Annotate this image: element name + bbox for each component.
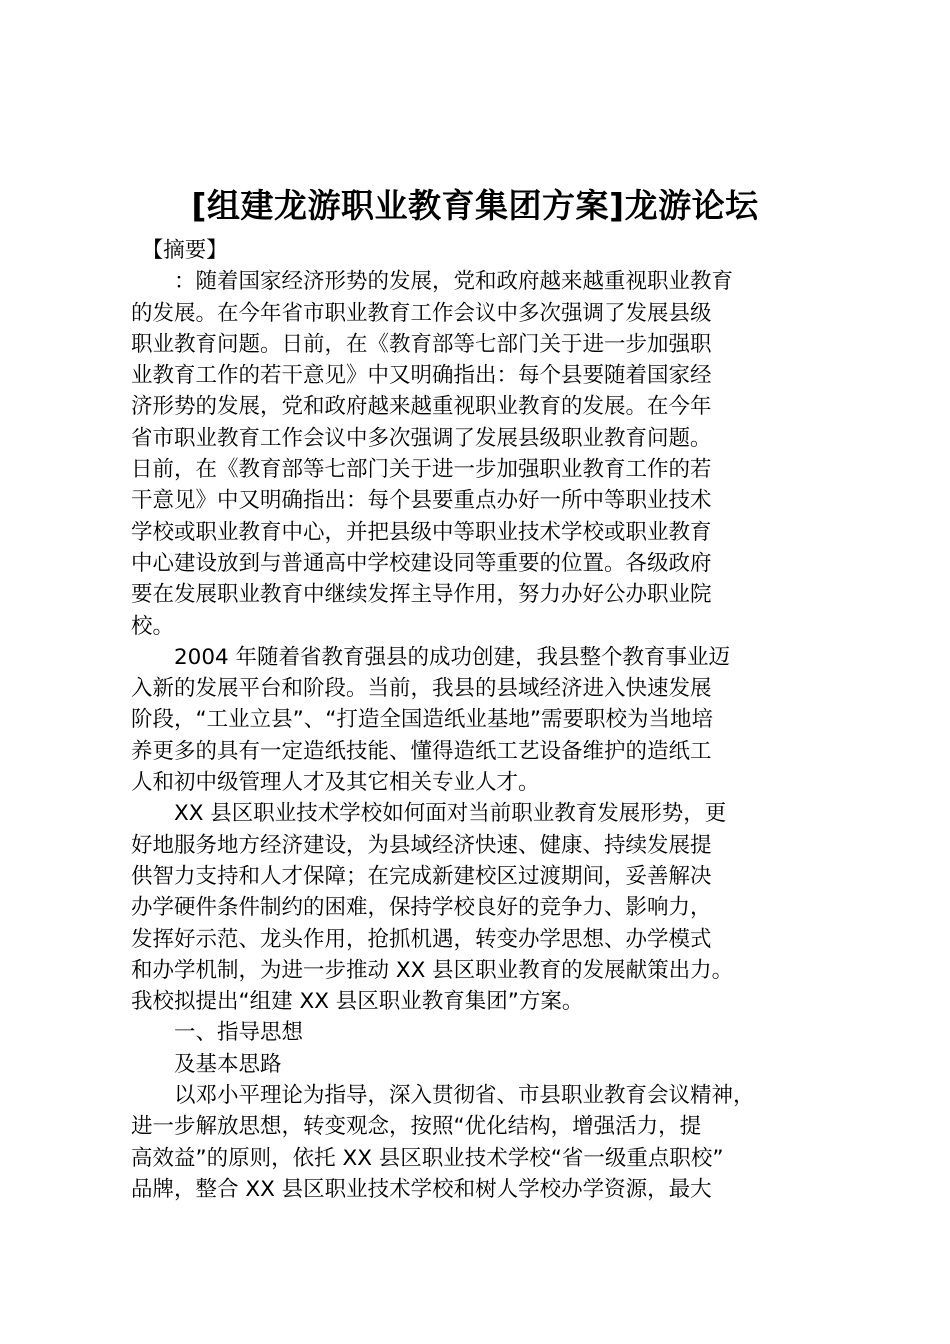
text-line: 发挥好示范、龙头作用，抢抓机遇，转变办学思想、办学模式	[131, 926, 712, 952]
text-line: 进一步解放思想，转变观念，按照“优化结构，增强活力，提	[131, 1114, 702, 1140]
text-line: 省市职业教育工作会议中多次强调了发展县级职业教育问题。	[131, 425, 712, 451]
text-line: 以邓小平理论为指导，深入贯彻省、市县职业教育会议精神，	[131, 1083, 755, 1109]
document-body	[131, 235, 831, 1205]
text-line: 入新的发展平台和阶段。当前，我县的县域经济进入快速发展	[131, 676, 712, 702]
text-line: 好地服务地方经济建设，为县域经济快速、健康、持续发展提	[131, 832, 712, 858]
text-line: 要在发展职业教育中继续发挥主导作用，努力办好公办职业院	[131, 582, 712, 608]
text-line: 和办学机制，为进一步推动 XX 县区职业教育的发展献策出力。	[131, 957, 734, 983]
text-line: 干意见》中又明确指出：每个县要重点办好一所中等职业技术	[131, 488, 712, 514]
text-line: 养更多的具有一定造纸技能、懂得造纸工艺设备维护的造纸工	[131, 738, 712, 764]
text-line: 及基本思路	[131, 1051, 282, 1077]
text-line: 我校拟提出“组建 XX 县区职业教育集团”方案。	[131, 989, 584, 1015]
text-line: 学校或职业教育中心，并把县级中等职业技术学校或职业教育	[131, 519, 712, 545]
text-line: ：随着国家经济形势的发展，党和政府越来越重视职业教育	[131, 269, 734, 295]
text-line: 办学硬件条件制约的困难，保持学校良好的竞争力、影响力，	[131, 895, 712, 921]
text-line: 人和初中级管理人才及其它相关专业人才。	[131, 770, 540, 796]
text-line: 济形势的发展，党和政府越来越重视职业教育的发展。在今年	[131, 394, 712, 420]
text-line: 高效益”的原则，依托 XX 县区职业技术学校“省一级重点职校”	[131, 1145, 724, 1171]
text-line: 供智力支持和人才保障；在完成新建校区过渡期间，妥善解决	[131, 863, 712, 889]
text-line: 【摘要】	[131, 238, 228, 263]
text-line: 的发展。在今年省市职业教育工作会议中多次强调了发展县级	[131, 300, 712, 326]
text-line: 一、指导思想	[131, 1020, 304, 1046]
text-line: 品牌，整合 XX 县区职业技术学校和树人学校办学资源，最大	[131, 1176, 712, 1202]
text-line: 校。	[131, 613, 175, 639]
text-line: 业教育工作的若干意见》中又明确指出：每个县要随着国家经	[131, 363, 712, 389]
document-title: [组建龙游职业教育集团方案]龙游论坛	[191, 186, 759, 225]
text-line: 阶段，“工业立县”、“打造全国造纸业基地”需要职校为当地培	[131, 707, 714, 733]
text-line: 2004 年随着省教育强县的成功创建，我县整个教育事业迈	[131, 644, 731, 670]
text-line: XX 县区职业技术学校如何面对当前职业教育发展形势，更	[131, 801, 727, 827]
text-line: 日前，在《教育部等七部门关于进一步加强职业教育工作的若	[131, 457, 712, 483]
text-line: 中心建设放到与普通高中学校建设同等重要的位置。各级政府	[131, 550, 712, 576]
text-line: 职业教育问题。日前，在《教育部等七部门关于进一步加强职	[131, 331, 712, 357]
